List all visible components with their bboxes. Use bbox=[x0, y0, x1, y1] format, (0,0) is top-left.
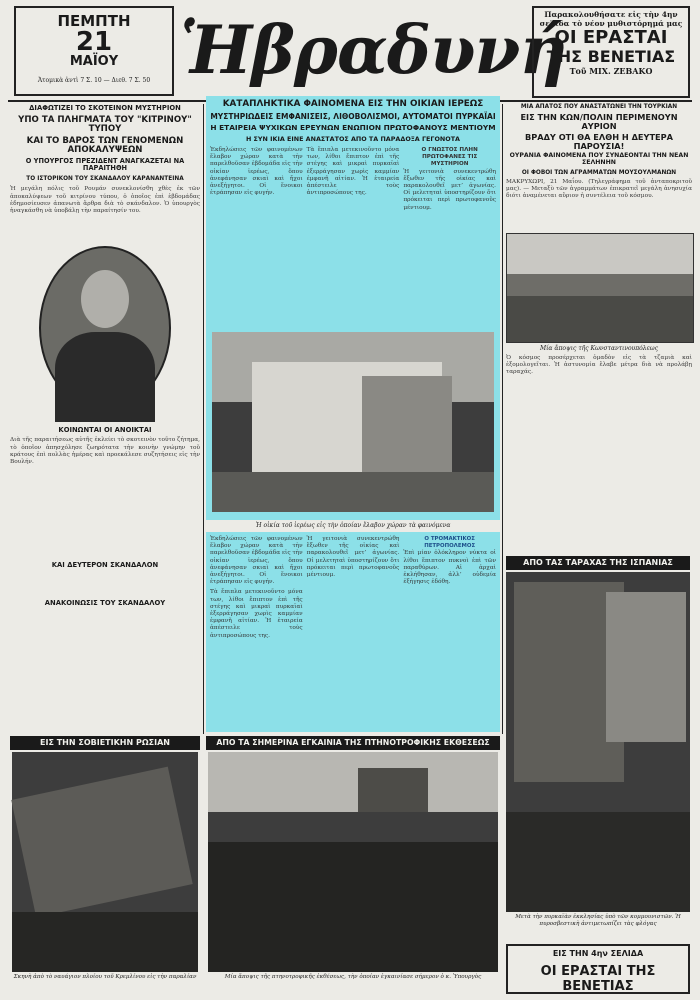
center-col-2 bbox=[307, 147, 400, 251]
center-body-2: Τὰ ἔπιπλα μετεκινοῦντο μόνα των, λίθοι ἔπιπτον ἐπὶ τῆς στέγης καὶ μικραὶ πυρκαϊαὶ ἐξερράγησαν χωρὶς καμμίαν ἐμφανῆ αἰτίαν. Ἡ ἑταιρεία ἀπέστειλε τοὺς ἀντιπροσώπους της. bbox=[306, 147, 400, 197]
istanbul-photo bbox=[506, 233, 694, 343]
center-lower-body-2: Τὰ ἔπιπλα μετεκινοῦντο μόνα των, λίθοι ἔπιπτον ἐπὶ τῆς στέγης καὶ μικραὶ πυρκαϊαὶ ἐξερράγησαν χωρὶς καμμίαν ἐμφανῆ αἰτίαν. Ἡ ἑταιρεία ἀπέστειλε τοὺς ἀντιπροσώπους της. bbox=[210, 589, 303, 639]
footer-promo bbox=[506, 944, 690, 994]
promo-author: Τοῦ ΜΙΧ. ΖΕΒΑΚΟ bbox=[569, 66, 653, 76]
spain-photo bbox=[506, 572, 690, 912]
promo-box bbox=[532, 6, 690, 98]
right-headline-1: ΕΙΣ ΤΗΝ ΚΩΝ/ΠΟΛΙΝ ΠΕΡΙΜΕΝΟΥΝ ΑΥΡΙΟΝ bbox=[520, 112, 678, 132]
left-kicker: ΔΙΑΦΩΤΙΖΕΙ ΤΟ ΣΚΟΤΕΙΝΟΝ ΜΥΣΤΗΡΙΟΝ bbox=[29, 104, 181, 112]
date-weekday: ΠΕΜΠΤΗ bbox=[57, 12, 131, 30]
spain-headline: ΑΠΟ ΤΑΣ ΤΑΡΑΧΑΣ ΤΗΣ ΙΣΠΑΝΙΑΣ bbox=[506, 556, 690, 570]
center-body-4: Ἐπὶ μίαν ὁλόκληρον νύκτα οἱ λίθοι ἔπιπτον πυκνοὶ ἐπὶ τῶν παραθύρων. Αἱ ἀρχαὶ ἐκλήθησαν, ἀλλ’ οὐδεμία ἐξήγησις ἐδόθη. bbox=[403, 550, 497, 586]
footer-title: ΟΙ ΕΡΑΣΤΑΙ ΤΗΣ ΒΕΝΕΤΙΑΣ bbox=[540, 964, 656, 994]
center-lower-body-3: Ἡ γειτονιὰ συνεκεντρώθη ἔξωθεν τῆς οἰκίας καὶ παρακολουθεῖ μετ’ ἀγωνίας. Οἱ μελετηταὶ ὑποστηρίζουν ὅτι πρόκειται περὶ πρωτοφανοῦς μέντιουμ. bbox=[306, 536, 400, 579]
date-fineprint: Ἀτομικὰ ἀντὶ 7 Σ. 10 — Διεθ. 7 Σ. 50 bbox=[37, 77, 151, 84]
center-subsection-1: Ο ΓΝΩΣΤΟΣ ΠΛΗΝ ΠΡΩΤΟΦΑΝΕΣ ΤΙΣ ΜΥΣΤΗΡΙΟΝ bbox=[421, 147, 478, 168]
left-section-2: ΚΑΙ ΔΕΥΤΕΡΟΝ ΣΚΑΝΔΑΛΟΝ bbox=[51, 561, 159, 570]
left-section-1: ΚΟΙΝΩΝΤΑΙ ΟΙ ΑΝΟΙΚΤΑΙ bbox=[58, 426, 152, 435]
center-headline-1: ΚΑΤΑΠΛΗΚΤΙΚΑ ΦΑΙΝΟΜΕΝΑ ΕΙΣ ΤΗΝ ΟΙΚΙΑΝ ΙΕΡΕΩΣ bbox=[222, 99, 484, 109]
left-headline-2: ΚΑΙ ΤΟ ΒΑΡΟΣ ΤΩΝ ΓΕΝΟΜΕΝΩΝ ΑΠΟΚΑΛΥΨΕΩΝ bbox=[26, 135, 184, 156]
center-lower-body-1: Ἐκδηλώσεις τῶν φαινομένων ἔλαβον χώραν κατὰ τὴν παρελθοῦσαν ἑβδομάδα εἰς τὴν οἰκίαν ἱερέως, ὅπου ἀνεφάνησαν σκιαὶ καὶ ἤχοι ἀνεξήγητοι. Οἱ ἔνοικοι ἐτράπησαν εἰς φυγήν. bbox=[210, 536, 303, 586]
right-body-2 bbox=[506, 355, 692, 505]
right-story bbox=[506, 104, 692, 544]
center-body-1: Ἐκδηλώσεις τῶν φαινομένων ἔλαβον χώραν κατὰ τὴν παρελθοῦσαν ἑβδομάδα εἰς τὴν οἰκίαν ἱερέως, ὅπου ἀνεφάνησαν σκιαὶ καὶ ἤχοι ἀνεξήγητοι. Οἱ ἔνοικοι ἐτράπησαν εἰς φυγήν. bbox=[210, 147, 303, 197]
left-headline-3: Ο ΥΠΟΥΡΓΟΣ ΠΡΕΖΙΔΕΝΤ ΑΝΑΓΚΑΖΕΤΑΙ ΝΑ ΠΑΡΑΙΤΗΘΗ bbox=[25, 156, 185, 173]
promo-title-1: ΟΙ ΕΡΑΣΤΑΙ bbox=[554, 27, 668, 48]
right-headline-3: ΟΥΡΑΝΙΑ ΦΑΙΝΟΜΕΝΑ ΠΟΥ ΣΥΝΔΕΟΝΤΑΙ ΤΗΝ ΝΕΑΝ ΣΕΛΗΝΗΝ bbox=[509, 152, 689, 166]
masthead-title: Ἡβραδυνή bbox=[180, 11, 567, 89]
center-headline-2: ΜΥΣΤΗΡΙΩΔΕΙΣ ΕΜΦΑΝΙΣΕΙΣ, ΛΙΘΟΒΟΛΙΣΜΟΙ, ΑΥΤΟΜΑΤΟΙ ΠΥΡΚΑΪΑΙ bbox=[210, 111, 496, 121]
left-subhead: ΤΟ ΙΣΤΟΡΙΚΟΝ ΤΟΥ ΣΚΑΝΔΑΛΟΥ ΚΑΡΑΝΑΝΤΕΙΝΑ bbox=[26, 176, 184, 183]
center-photo bbox=[212, 332, 494, 512]
right-body bbox=[506, 179, 692, 229]
portrait-suit bbox=[55, 332, 155, 422]
photo-building-shadow bbox=[362, 376, 452, 472]
center-col-1 bbox=[210, 147, 303, 251]
center-text-area bbox=[206, 143, 500, 251]
center-lower-col-2 bbox=[307, 536, 400, 728]
right-subhead: ΟΙ ΦΟΒΟΙ ΤΩΝ ΑΓΡΑΜΜΑΤΩΝ ΜΟΥΣΟΥΛΜΑΝΩΝ bbox=[521, 169, 677, 176]
center-body-3: Ἡ γειτονιὰ συνεκεντρώθη ἔξωθεν τῆς οἰκίας καὶ παρακολουθεῖ μετ’ ἀγωνίας. Οἱ μελετηταὶ ὑποστηρίζουν ὅτι πρόκειται περὶ πρωτοφανοῦς μέντιουμ. bbox=[403, 168, 497, 211]
exhibition-sign bbox=[358, 768, 428, 812]
center-headline-3: Η ΕΤΑΙΡΕΙΑ ΨΥΧΙΚΩΝ ΕΡΕΥΝΩΝ ΕΝΩΠΙΟΝ ΠΡΩΤΟΦΑΝΟΥΣ ΜΕΝΤΙΟΥΜ bbox=[210, 122, 496, 132]
right-headline-2: ΒΡΑΔΥ ΟΤΙ ΘΑ ΕΛΘΗ Η ΔΕΥΤΕΡΑ ΠΑΡΟΥΣΙΑ! bbox=[525, 132, 673, 152]
exhibition-headline: ΑΠΟ ΤΑ ΣΗΜΕΡΙΝΑ ΕΓΚΑΙΝΙΑ ΤΗΣ ΠΤΗΝΟΤΡΟΦΙΚΗΣ ΕΚΘΕΣΕΩΣ bbox=[206, 736, 500, 750]
date-box bbox=[14, 6, 174, 96]
soviet-caption: Σκηνὴ ἀπὸ τὸ ναυάγιον πλοίου τοῦ Κρεμλίνου εἰς τὴν παραλίαν bbox=[13, 974, 197, 980]
istanbul-skyline bbox=[507, 274, 693, 296]
soviet-ship bbox=[11, 767, 192, 918]
promo-intro: Παρακολουθήσατε εἰς τὴν 4ην σελίδα τὸ νέον μυθιστόρημά μας bbox=[539, 10, 683, 28]
soviet-photo bbox=[12, 752, 198, 972]
left-story bbox=[10, 104, 200, 734]
istanbul-water bbox=[507, 296, 693, 342]
right-kicker: ΜΙΑ ΑΠΑΤΟΣ ΠΟΥ ΑΝΑΣΤΑΤΩΝΕΙ ΤΗΝ ΤΟΥΡΚΙΑΝ bbox=[520, 104, 678, 110]
left-headline-1: ΥΠΟ ΤΑ ΠΛΗΓΜΑΤΑ ΤΟΥ "ΚΙΤΡΙΝΟΥ" ΤΥΠΟΥ bbox=[18, 115, 192, 135]
date-month: ΜΑΪΟΥ bbox=[69, 54, 119, 69]
center-col-rule bbox=[502, 104, 503, 734]
left-section-3: ΑΝΑΚΟΙΝΩΣΙΣ ΤΟΥ ΣΚΑΝΔΑΛΟΥ bbox=[44, 599, 166, 608]
exhibition-sky bbox=[208, 752, 498, 812]
right-photo-caption: Μία ἄποψις τῆς Κωνσταντινουπόλεως bbox=[539, 344, 659, 352]
left-col-rule bbox=[203, 104, 204, 734]
exhibition-caption: Μία ἄποψις τῆς πτηνοτροφικῆς ἐκθέσεως, τὴν ὁποίαν ἐγκαινίασε σήμερον ὁ κ. Ὑπουργὸς bbox=[224, 974, 482, 980]
center-lower-text bbox=[206, 532, 500, 732]
photo-ground bbox=[212, 472, 494, 512]
exhibition-crowd bbox=[208, 842, 498, 972]
promo-title-2: ΤΗΣ ΒΕΝΕΤΙΑΣ bbox=[546, 47, 676, 66]
left-body-1 bbox=[10, 186, 200, 240]
soviet-headline: ΕΙΣ ΤΗΝ ΣΟΒΙΕΤΙΚΗΝ ΡΩΣΙΑΝ bbox=[10, 736, 200, 750]
left-body-2 bbox=[10, 437, 200, 557]
spain-crowd bbox=[506, 812, 690, 912]
center-subhead: Η ΣΥΝ ΙΚΙΑ ΕΙΝΕ ΑΝΑΣΤΑΤΟΣ ΑΠΟ ΤΑ ΠΑΡΑΔΟΞΑ ΓΕΓΟΝΟΤΑ bbox=[245, 135, 460, 144]
spain-smoke bbox=[606, 592, 686, 742]
spain-caption: Μετὰ τὴν πυρκαϊὰν ἐκκλησίας ὑπὸ τῶν κομμουνιστῶν. Ἡ πυροσβεστικὴ ἀντιμετωπίζει τὰς φλόγας bbox=[515, 914, 681, 927]
center-col-3 bbox=[403, 147, 496, 251]
center-story bbox=[206, 96, 500, 520]
left-body-1-text: Ἡ μεγάλη πόλις τοῦ Ρουμάν συνεκλονίσθη χθὲς ἐκ τῶν ἀποκαλύψεων τοῦ κιτρίνου τύπου, ὁ ὁποῖος ἐπὶ ἑβδομάδας ἐδημοσίευσεν ἀπανωτὰ ἄρθρα διὰ τὸ σκάνδαλον. Ὁ ὑπουργὸς ἠναγκάσθη νὰ ὑποβάλῃ τὴν παραίτησίν του. bbox=[10, 186, 200, 214]
center-photo-caption: Ἡ οἰκία τοῦ ἱερέως εἰς τὴν ὁποίαν ἔλαβον χώραν τὰ φαινόμενα bbox=[255, 522, 451, 529]
center-lower-col-1 bbox=[210, 536, 303, 728]
portrait-oval bbox=[39, 246, 171, 410]
center-subsection-2: Ο ΤΡΟΜΑΚΤΙΚΟΣ ΠΕΤΡΟΠΟΛΕΜΟΣ bbox=[424, 536, 476, 550]
left-body-2-text: Διὰ τῆς παραιτήσεως αὐτῆς ἐκλείει τὸ σκοτεινὸν τοῦτο ζήτημα, τὸ ὁποῖον ἀπησχόλησε ζωηρότατα τὴν κοινὴν γνώμην τοῦ κράτους ἐπὶ πολλὰς ἡμέρας καὶ προεκάλεσε συζητήσεις εἰς τὴν Βουλήν. bbox=[10, 437, 200, 465]
center-lower-cols bbox=[206, 532, 500, 732]
soviet-water bbox=[12, 912, 198, 972]
exhibition-photo bbox=[208, 752, 498, 972]
date-day: 21 bbox=[75, 27, 113, 57]
footer-label: ΕΙΣ ΤΗΝ 4ην ΣΕΛΙΔΑ bbox=[552, 949, 644, 958]
right-body-2-text: Ὁ κόσμος προσέρχεται ὁμαδὸν εἰς τὰ τζαμιὰ καὶ ἐξομολογεῖται. Ἡ ἀστυνομία ἔλαβε μέτρα διὰ νὰ προλάβῃ ταραχάς. bbox=[506, 354, 692, 376]
portrait-head bbox=[81, 270, 129, 328]
right-body-text: ΜΑΚΡΥΧΩΡΙ, 21 Μαΐου. (Τηλεγράφημα τοῦ ἀνταποκριτοῦ μας). — Μεταξὺ τῶν ἀγραμμάτων ἐπικρατεῖ μεγάλη ἀνησυχία διότι ἀναμένεται αὔριον ἡ συντέλεια τοῦ κόσμου. bbox=[506, 178, 692, 200]
center-lower-col-3 bbox=[403, 536, 496, 728]
